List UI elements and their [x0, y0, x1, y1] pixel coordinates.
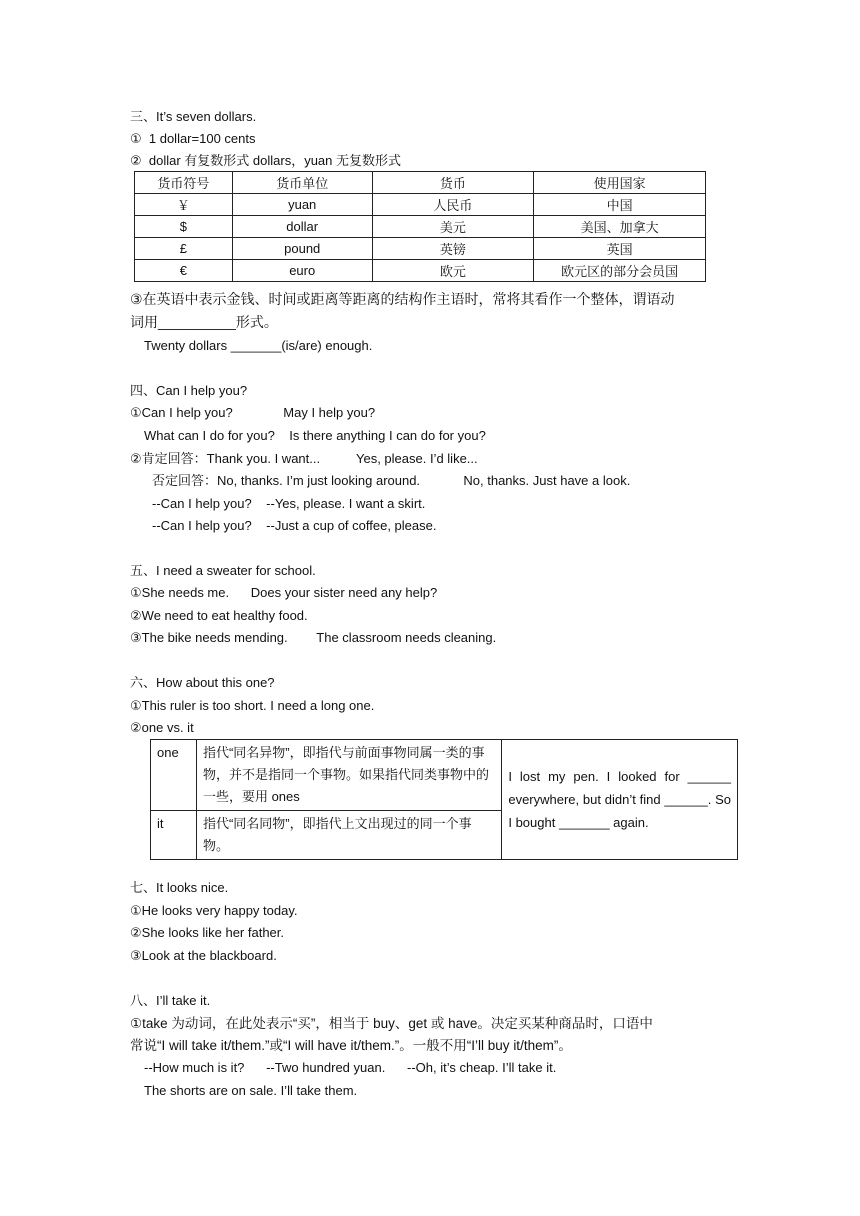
- section-8-line-3: --How much is it? --Two hundred yuan. --Oh, it’s cheap. I’ll take it.: [144, 1060, 557, 1075]
- section-4-line-3: ②肯定回答：Thank you. I want... Yes, please. I’d like...: [130, 451, 478, 466]
- section-8-title: 八、I’ll take it.: [130, 993, 211, 1008]
- table-header-cell: 货币单位: [232, 172, 372, 194]
- table-cell: 中国: [534, 194, 706, 216]
- table-cell: €: [135, 260, 233, 282]
- one-vs-it-table: [150, 739, 738, 860]
- section-4-line-6: --Can I help you? --Just a cup of coffee, please.: [152, 518, 437, 533]
- section-5-line-2: ②We need to eat healthy food.: [130, 608, 308, 623]
- section-5-title: 五、I need a sweater for school.: [130, 563, 316, 578]
- section-7-line-1: ①He looks very happy today.: [130, 903, 298, 918]
- table-header-row: [135, 172, 706, 194]
- table-cell: dollar: [232, 216, 372, 238]
- table-cell: 欧元: [372, 260, 534, 282]
- section-3-point-2: ② dollar 有复数形式 dollars，yuan 无复数形式: [130, 153, 401, 168]
- section-7-line-2: ②She looks like her father.: [130, 925, 285, 940]
- table-cell-example: I lost my pen. I looked for ______ everywhere, but didn’t find ______. So I bought _______ again.: [502, 740, 738, 860]
- table-cell: 美国、加拿大: [534, 216, 706, 238]
- currency-table: [134, 171, 706, 282]
- section-3-point-3a: ③在英语中表示金钱、时间或距离等距离的结构作主语时，常将其看作一个整体，谓语动: [130, 291, 675, 307]
- table-cell-word: one: [151, 740, 197, 811]
- table-cell-description: 指代“同名异物”，即指代与前面事物同属一类的事物，并不是指同一个事物。如果指代同类事物中的一些，要用 ones: [196, 740, 501, 811]
- table-cell: 美元: [372, 216, 534, 238]
- table-cell: 人民币: [372, 194, 534, 216]
- table-cell-description: 指代“同名同物”，即指代上文出现过的同一个事物。: [196, 811, 501, 860]
- table-row: [151, 740, 738, 811]
- table-cell: 英镑: [372, 238, 534, 260]
- section-4-line-4: 否定回答：No, thanks. I’m just looking around. No, thanks. Just have a look.: [152, 473, 631, 488]
- table-cell: £: [135, 238, 233, 260]
- section-8-line-1: ①take 为动词，在此处表示“买”，相当于 buy、get 或 have。决定买某种商品时，口语中: [130, 1016, 653, 1031]
- table-row: [135, 260, 706, 282]
- section-5-line-3: ③The bike needs mending. The classroom needs cleaning.: [130, 630, 497, 645]
- table-cell: euro: [232, 260, 372, 282]
- table-cell: pound: [232, 238, 372, 260]
- section-5-line-1: ①She needs me. Does your sister need any help?: [130, 585, 438, 600]
- section-6-line-1: ①This ruler is too short. I need a long one.: [130, 698, 375, 713]
- section-4-line-1: ①Can I help you? May I help you?: [130, 405, 376, 420]
- table-cell: yuan: [232, 194, 372, 216]
- section-6-title: 六、How about this one?: [130, 675, 275, 690]
- table-header-cell: 货币: [372, 172, 534, 194]
- section-4-line-2: What can I do for you? Is there anything I can do for you?: [144, 428, 486, 443]
- table-cell-word: it: [151, 811, 197, 860]
- table-cell: 英国: [534, 238, 706, 260]
- section-4-title: 四、Can I help you?: [130, 383, 248, 398]
- section-3-point-1: ① 1 dollar=100 cents: [130, 131, 256, 146]
- table-row: [135, 238, 706, 260]
- section-7-line-3: ③Look at the blackboard.: [130, 948, 277, 963]
- table-cell: $: [135, 216, 233, 238]
- table-cell: 欧元区的部分会员国: [534, 260, 706, 282]
- table-header-cell: 货币符号: [135, 172, 233, 194]
- section-4-line-5: --Can I help you? --Yes, please. I want a skirt.: [152, 496, 426, 511]
- section-3-title: 三、It’s seven dollars.: [130, 109, 257, 124]
- table-cell: ￥: [135, 194, 233, 216]
- table-row: [135, 216, 706, 238]
- section-6-line-2: ②one vs. it: [130, 720, 194, 735]
- section-8-line-2: 常说“I will take it/them.”或“I will have it/them.”。一般不用“I’ll buy it/them”。: [130, 1038, 572, 1053]
- section-3-point-3b: 词用__________形式。: [130, 314, 278, 330]
- section-7-title: 七、It looks nice.: [130, 880, 229, 895]
- table-header-cell: 使用国家: [534, 172, 706, 194]
- section-8-line-4: The shorts are on sale. I’ll take them.: [144, 1083, 358, 1098]
- section-3-example: Twenty dollars _______(is/are) enough.: [144, 338, 373, 353]
- table-row: [135, 194, 706, 216]
